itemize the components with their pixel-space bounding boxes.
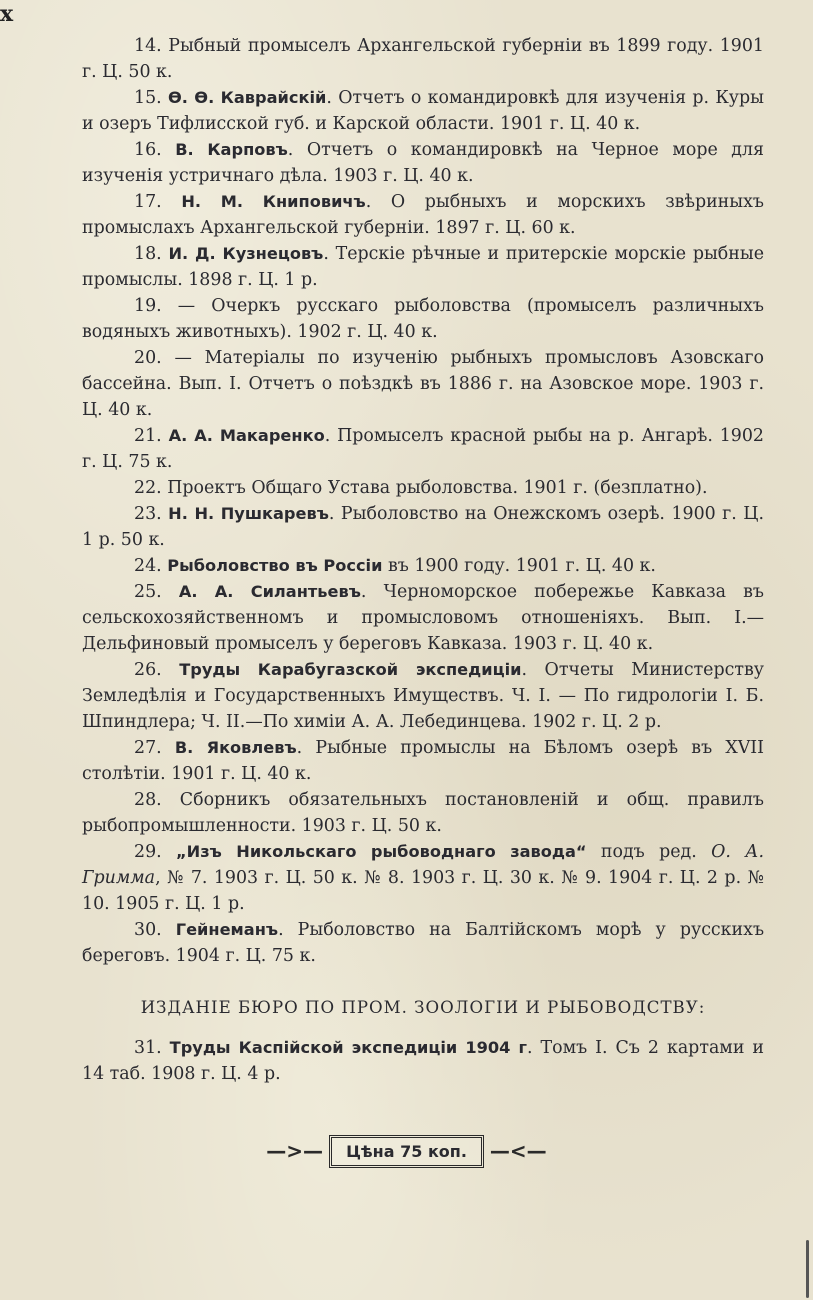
entry-number: 17. <box>134 192 162 212</box>
entry-text: . Рыбные промыслы на Бѣломъ озерѣ въ XVII столѣтіи. 1901 г. Ц. 40 к. <box>82 738 765 784</box>
price-label: Цѣна 75 коп. <box>329 1135 484 1168</box>
entry-author-title: Рыболовство въ Россіи <box>167 556 383 575</box>
entry-text: въ 1900 году. 1901 г. Ц. 40 к. <box>382 556 656 576</box>
catalog-entry <box>82 1035 764 1087</box>
entry-list <box>82 33 764 969</box>
entry-number: 31. <box>134 1038 162 1058</box>
left-arrow-icon: —<— <box>489 1139 547 1163</box>
entry-author-title: А. А. Силантьевъ <box>178 582 361 601</box>
entry-author-title: Труды Каспійской экспедиціи 1904 г <box>169 1038 527 1057</box>
entry-number: 27. <box>134 738 162 758</box>
catalog-entry <box>82 345 764 423</box>
entry-author-title: В. Карповъ <box>175 140 288 159</box>
entry-number: 23. <box>134 504 162 524</box>
catalog-entry <box>82 293 764 345</box>
entry-number: 26. <box>134 660 162 680</box>
catalog-entry <box>82 189 764 241</box>
entry-text: — Очеркъ русскаго рыболовства (промыселъ различныхъ водяныхъ животныхъ). 1902 г. Ц. 40 к. <box>82 296 764 342</box>
catalog-entry <box>82 735 764 787</box>
right-arrow-icon: —>— <box>266 1139 324 1163</box>
entry-author-title: Н. М. Книповичъ <box>181 192 366 211</box>
entry-text: . Рыболовство на Онежскомъ озерѣ. 1900 г. Ц. 1 р. 50 к. <box>82 504 765 550</box>
entry-author-title: Ѳ. Ѳ. Каврайскій <box>167 88 327 107</box>
entry-text: . Терскіе рѣчные и притерскіе морскіе рыбные промыслы. 1898 г. Ц. 1 р. <box>82 244 765 290</box>
entry-number: 16. <box>134 140 162 160</box>
entry-number: 14. <box>134 36 162 56</box>
entry-author-title: Н. Н. Пушкаревъ <box>168 504 329 523</box>
entry-text: . Отчетъ о командировкѣ для изученія р. Куры и озеръ Тифлисской губ. и Карской области. 1901 г. Ц. 40 к. <box>82 88 764 134</box>
entry-text: — Матеріалы по изученію рыбныхъ промысловъ Азовскаго бассейна. Вып. I. Отчетъ о поѣздкѣ въ 1886 г. на Азовское море. 1903 г. Ц. 40 к. <box>82 348 764 420</box>
page-edge <box>806 1240 809 1298</box>
entry-number: 22. <box>134 478 162 498</box>
entry-text: . Отчеты Министерству Земледѣлія и Государственныхъ Имуществъ. Ч. I. — По гидрологіи I. Б. Шпиндлера; Ч. II.—По химіи А. А. Лебединцева. 1902 г. Ц. 2 р. <box>82 660 764 732</box>
entry-text-tail: , № 7. 1903 г. Ц. 50 к. № 8. 1903 г. Ц. 30 к. № 9. 1904 г. Ц. 2 р. № 10. 1905 г. Ц. 1 р. <box>82 868 764 914</box>
catalog-entry <box>82 501 764 553</box>
entry-text: подъ ред. <box>586 842 712 862</box>
entry-number: 30. <box>134 920 162 940</box>
catalog-entry <box>82 657 764 735</box>
catalog-entry <box>82 839 764 917</box>
entry-author-title: Гейнеманъ <box>175 920 279 939</box>
entry-number: 18. <box>134 244 162 264</box>
entry-number: 25. <box>134 582 162 602</box>
entry-author-title: И. Д. Кузнецовъ <box>168 244 324 263</box>
price-block <box>0 1128 813 1174</box>
entry-number: 24. <box>134 556 162 576</box>
entry-number: 21. <box>134 426 162 446</box>
entry-text: . Черноморское побережье Кавказа въ сельскохозяйственномъ и промысловомъ отношеніяхъ. Вып. I.— Дельфиновый промыселъ у береговъ Кавказа. 1903 г. Ц. 40 к. <box>82 582 764 654</box>
catalog-page <box>82 33 764 1087</box>
catalog-entry <box>82 85 764 137</box>
catalog-entry <box>82 579 764 657</box>
catalog-entry <box>82 137 764 189</box>
entry-number: 29. <box>134 842 162 862</box>
entry-author-title: В. Яковлевъ <box>174 738 297 757</box>
entry-author-title: „Изъ Никольскаго рыбоводнаго завода“ <box>176 842 587 861</box>
catalog-entry <box>82 241 764 293</box>
entry-number: 28. <box>134 790 162 810</box>
entry-number: 19. <box>134 296 162 316</box>
entry-text: . Отчетъ о командировкѣ на Черное море для изученія устричнаго дѣла. 1903 г. Ц. 40 к. <box>82 140 764 186</box>
entry-text: . О рыбныхъ и морскихъ звѣриныхъ промыслахъ Архангельской губерніи. 1897 г. Ц. 60 к. <box>82 192 764 238</box>
entry-number: 15. <box>134 88 162 108</box>
corner-mark: х <box>0 1 12 27</box>
entry-text: Проектъ Общаго Устава рыболовства. 1901 г. (безплатно). <box>161 478 708 498</box>
section-entry-list <box>82 1035 764 1087</box>
section-heading: ИЗДАНІЕ БЮРО ПО ПРОМ. ЗООЛОГІИ И РЫБОВОДСТВУ: <box>140 998 706 1017</box>
catalog-entry <box>82 917 764 969</box>
catalog-entry <box>82 33 764 85</box>
catalog-entry <box>82 787 764 839</box>
entry-text: Рыбный промыселъ Архангельской губерніи въ 1899 году. 1901 г. Ц. 50 к. <box>82 36 764 82</box>
entry-editor: О. А. Гримма <box>82 842 764 888</box>
catalog-entry <box>82 423 764 475</box>
entry-number: 20. <box>134 348 162 368</box>
entry-text: . Промыселъ красной рыбы на р. Ангарѣ. 1902 г. Ц. 75 к. <box>82 426 764 472</box>
entry-author-title: А. А. Макаренко <box>168 426 325 445</box>
catalog-entry <box>82 553 764 579</box>
entry-text: Сборникъ обязательныхъ постановленій и общ. правилъ рыбопромышленности. 1903 г. Ц. 50 к. <box>82 790 764 836</box>
entry-author-title: Труды Карабугазской экспедиціи <box>179 660 522 679</box>
entry-text: . Томъ I. Съ 2 картами и 14 таб. 1908 г. Ц. 4 р. <box>82 1038 765 1084</box>
entry-text: . Рыболовство на Балтійскомъ морѣ у русскихъ береговъ. 1904 г. Ц. 75 к. <box>82 920 765 966</box>
catalog-entry <box>82 475 764 501</box>
